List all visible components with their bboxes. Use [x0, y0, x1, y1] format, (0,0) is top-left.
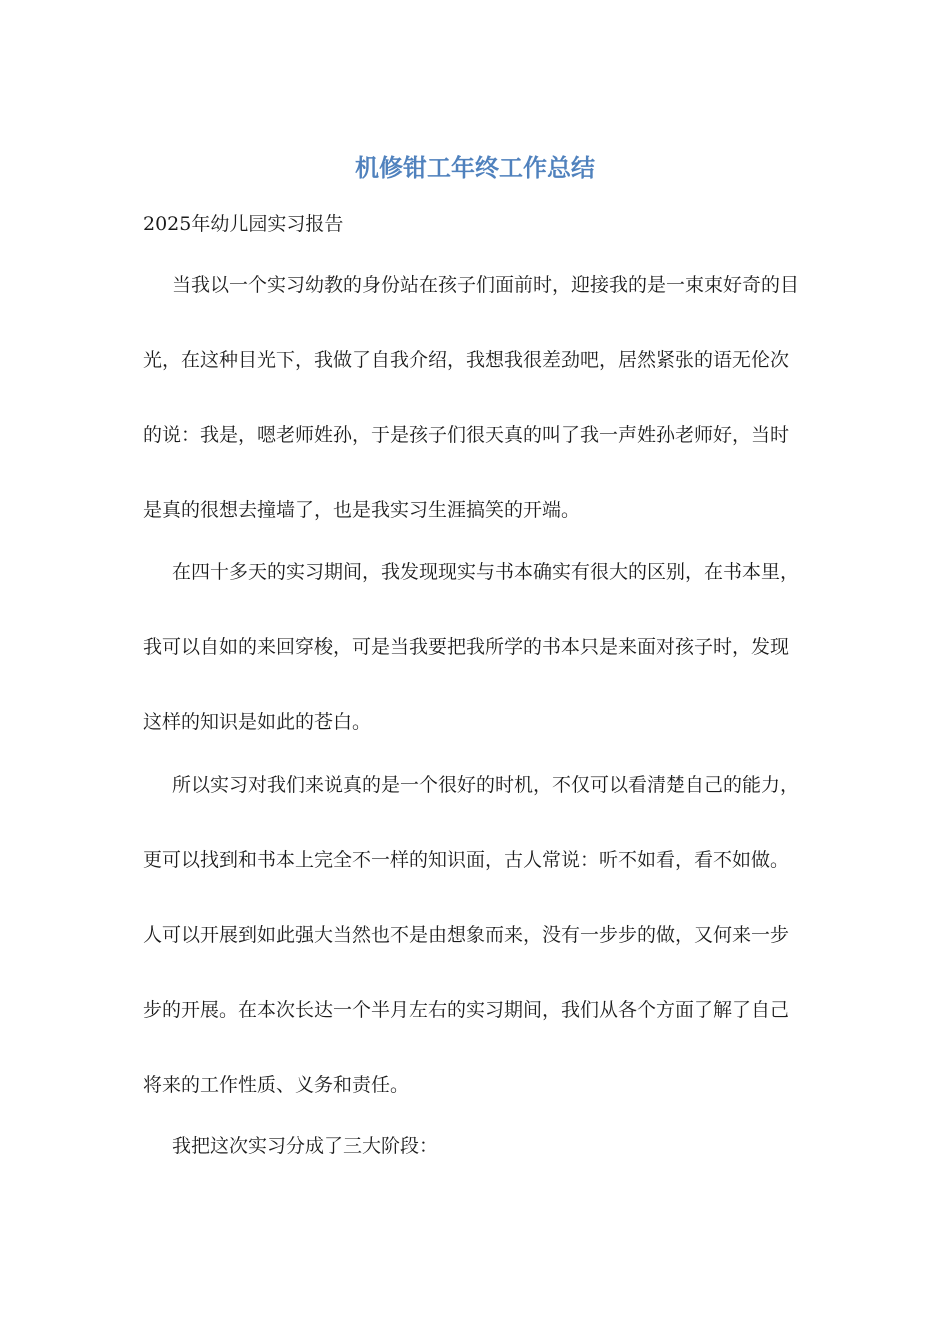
paragraph-2: 在四十多天的实习期间，我发现现实与书本确实有很大的区别，在书本里，我可以自如的来回穿梭，可是当我要把我所学的书本只是来面对孩子时，发现这样的知识是如此的苍白。 — [143, 561, 800, 733]
document-subtitle: 2025年幼儿园实习报告 — [143, 213, 344, 235]
paragraph-3: 所以实习对我们来说真的是一个很好的时机，不仅可以看清楚自己的能力，更可以找到和书本上完全不一样的知识面，古人常说：听不如看，看不如做。人可以开展到如此强大当然也不是由想象而来，没有一步步的做，又何来一步步的开展。在本次长达一个半月左右的实习期间，我们从各个方面了解了自己将来的工作性质、义务和责任。 — [143, 774, 800, 1096]
paragraph-1: 当我以一个实习幼教的身份站在孩子们面前时，迎接我的是一束束好奇的目光，在这种目光下，我做了自我介绍，我想我很差劲吧，居然紧张的语无伦次的说：我是，嗯老师姓孙，于是孩子们很天真的叫了我一声姓孙老师好，当时是真的很想去撞墙了，也是我实习生涯搞笑的开端。 — [143, 274, 800, 521]
document-title: 机修钳工年终工作总结 — [355, 153, 595, 182]
paragraph-4: 我把这次实习分成了三大阶段： — [172, 1135, 439, 1157]
